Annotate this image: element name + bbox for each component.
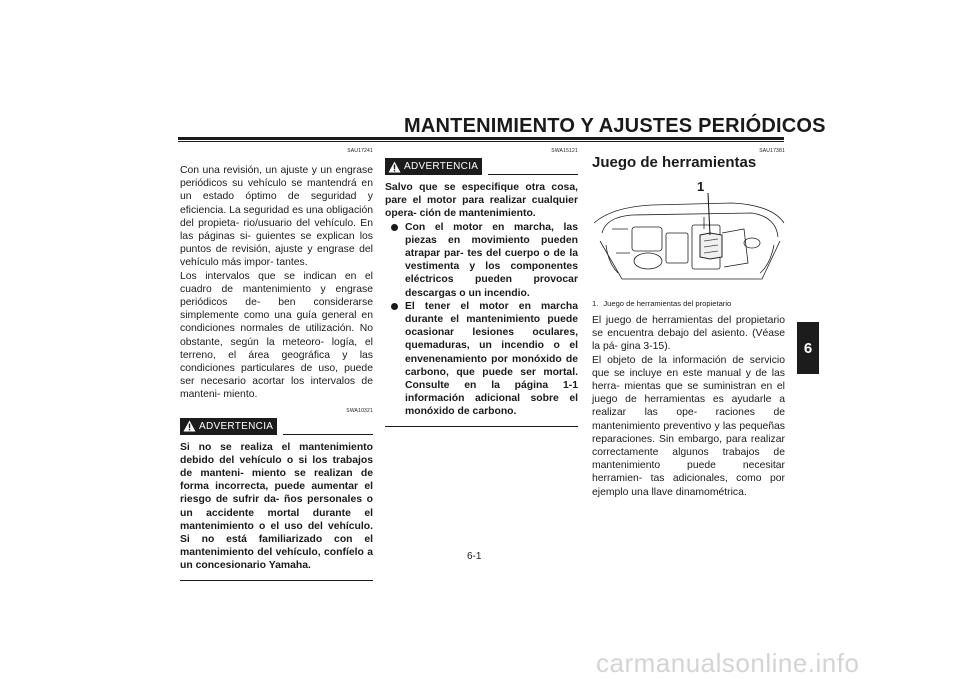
warning-label: ADVERTENCIA — [199, 420, 274, 432]
warning-label: ADVERTENCIA — [404, 161, 479, 172]
title-rule-thin — [178, 141, 784, 142]
caption-number: 1. — [592, 299, 599, 308]
page-number: 6-1 — [467, 551, 482, 562]
caption-text: Juego de herramientas del propietario — [603, 299, 732, 308]
warning-end-rule — [180, 580, 373, 581]
column-2 — [385, 148, 578, 427]
section-code: SAU17381 — [759, 148, 785, 154]
warning-end-rule — [385, 426, 578, 427]
warning-badge — [385, 158, 482, 175]
title-rule — [178, 137, 784, 140]
intro-paragraph: Con una revisión, un ajuste y un engrase periódicos su vehículo se mantendrá en un estado óptimo de seguridad y eficiencia. La seguridad es una obligación del propieta- rio/usuario del vehículo. En las páginas si- guientes se explican los puntos de revisión, ajuste y engrase del vehículo más impor- tantes. — [180, 165, 373, 269]
chapter-tab — [797, 322, 819, 374]
warning-bullet-text: Con el motor en marcha, las piezas en movimiento pueden atrapar par- tes del cuerpo o de la vestimenta y los componentes eléctricos pueden provocar descargas o un incendio. — [405, 221, 578, 299]
warning-triangle-icon — [388, 161, 401, 173]
intervals-paragraph: Los intervalos que se indican en el cuadro de mantenimiento y engrase periódicos de- ben considerarse simplemente como una guía general en condiciones normales de utilización. No obstante, según la meteoro- logía, el terreno, el área geográfica y las condiciones particulares de uso, puede ser necesario acortar los intervalos de manteni- miento. — [180, 270, 373, 401]
warning-rule — [283, 434, 373, 435]
warning-header — [385, 158, 578, 175]
bullet-dot-icon — [391, 303, 398, 310]
page-title: MANTENIMIENTO Y AJUSTES PERIÓDICOS — [404, 115, 826, 137]
chapter-tab-label: 6 — [803, 339, 813, 357]
warning-header — [180, 418, 373, 435]
toolkit-illustration — [592, 193, 785, 285]
watermark-text: carmanualsonline.info — [596, 648, 860, 678]
column-3 — [592, 148, 785, 499]
toolkit-purpose-paragraph: El objeto de la información de servicio que se incluye en este manual y de las herra- mientas que se suministran en el juego de herramientas es ayudarle a realizar las ope- raciones de mantenimiento preventivo y las pequeñas reparaciones. Sin embargo, para realizar correctamente algunos trabajos de mantenimiento puede necesitar herramien- tas adicionales, como por ejemplo una llave dinamométrica. — [592, 354, 785, 498]
warning-bullet — [385, 221, 578, 300]
bullet-dot-icon — [391, 224, 398, 231]
warning-bullet-text: El tener el motor en marcha durante el mantenimiento puede ocasionar lesiones oculares, quemaduras, un incendio o el envenenamiento por monóxido de carbono, que puede ser mortal. Consulte en la página 1-1 información adicional sobre el monóxido de carbono. — [405, 300, 578, 418]
warning-bullet-list — [385, 221, 578, 419]
column-1 — [180, 148, 373, 581]
warning-rule — [488, 174, 578, 175]
figure-caption — [592, 299, 785, 308]
warning-code: SWA10321 — [346, 407, 373, 414]
toolkit-figure — [592, 179, 785, 285]
warning-code: SWA15121 — [551, 148, 578, 154]
warning-text: Si no se realiza el mantenimiento debido del vehículo o si los trabajos de manteni- miento se realizan de forma incorrecta, puede aumentar el riesgo de sufrir da- ños personales o un accidente mortal durante el mantenimiento o el uso del vehículo. Si no está familiarizado con el mantenimiento del vehículo, confíelo a un concesionario Yamaha. — [180, 441, 373, 572]
warning-triangle-icon — [183, 420, 196, 432]
warning-badge — [180, 418, 277, 435]
section-code: SAU17241 — [347, 148, 373, 154]
section-title: Juego de herramientas — [592, 154, 757, 171]
toolkit-location-paragraph: El juego de herramientas del propietario se encuentra debajo del asiento. (Véase la pá- gina 3-15). — [592, 315, 785, 353]
figure-callout-label: 1 — [697, 179, 705, 194]
warning-bullet — [385, 300, 578, 419]
warning-intro: Salvo que se especifique otra cosa, pare el motor para realizar cualquier opera- ción de mantenimiento. — [385, 182, 578, 220]
